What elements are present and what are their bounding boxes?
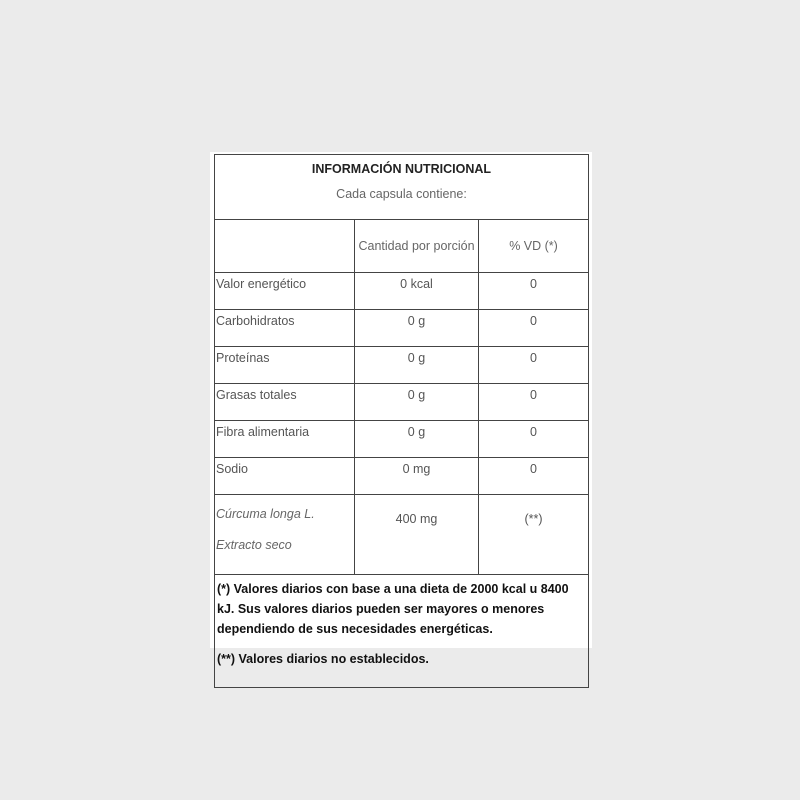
footnotes: [215, 575, 589, 688]
footnote-not-established: (**) Valores diarios no establecidos.: [217, 652, 429, 666]
nutrient-quantity: 0 g: [355, 310, 479, 347]
nutrient-label: Carbohidratos: [215, 310, 355, 347]
nutrient-vd: 0: [479, 310, 589, 347]
nutrient-vd: 0: [479, 458, 589, 495]
table-row: [215, 458, 589, 495]
nutrition-facts-table: [214, 154, 589, 688]
nutrient-label: Sodio: [215, 458, 355, 495]
header-row: [215, 220, 589, 273]
extract-label-line1: Cúrcuma longa L.: [216, 507, 315, 521]
extract-quantity: 400 mg: [355, 495, 479, 575]
nutrient-vd: 0: [479, 347, 589, 384]
table-subtitle: Cada capsula contiene:: [215, 183, 589, 220]
nutrient-vd: 0: [479, 384, 589, 421]
table-row: [215, 273, 589, 310]
nutrient-vd: 0: [479, 273, 589, 310]
extract-label: [215, 495, 355, 575]
nutrient-label: Fibra alimentaria: [215, 421, 355, 458]
extract-row: [215, 495, 589, 575]
header-vd: % VD (*): [479, 220, 589, 273]
table-row: [215, 421, 589, 458]
table-title: INFORMACIÓN NUTRICIONAL: [215, 155, 589, 184]
table-row: [215, 384, 589, 421]
table-row: [215, 347, 589, 384]
nutrient-quantity: 0 g: [355, 347, 479, 384]
extract-label-line2: Extracto seco: [216, 538, 292, 552]
nutrient-label: Valor energético: [215, 273, 355, 310]
nutrient-quantity: 0 kcal: [355, 273, 479, 310]
table-row: [215, 310, 589, 347]
extract-vd: (**): [479, 495, 589, 575]
nutrient-quantity: 0 g: [355, 421, 479, 458]
notes-row: [215, 575, 589, 688]
nutrition-label-card: [210, 152, 592, 666]
header-quantity: Cantidad por porción: [355, 220, 479, 273]
title-row: [215, 155, 589, 184]
nutrient-label: Proteínas: [215, 347, 355, 384]
footnote-daily-values: (*) Valores diarios con base a una dieta de 2000 kcal u 8400 kJ. Sus valores diarios pueden ser mayores o menores dependiendo de sus necesidades energéticas.: [217, 582, 569, 636]
nutrient-quantity: 0 g: [355, 384, 479, 421]
subtitle-row: [215, 183, 589, 220]
nutrient-quantity: 0 mg: [355, 458, 479, 495]
header-blank-cell: [215, 220, 355, 273]
nutrient-vd: 0: [479, 421, 589, 458]
nutrient-label: Grasas totales: [215, 384, 355, 421]
